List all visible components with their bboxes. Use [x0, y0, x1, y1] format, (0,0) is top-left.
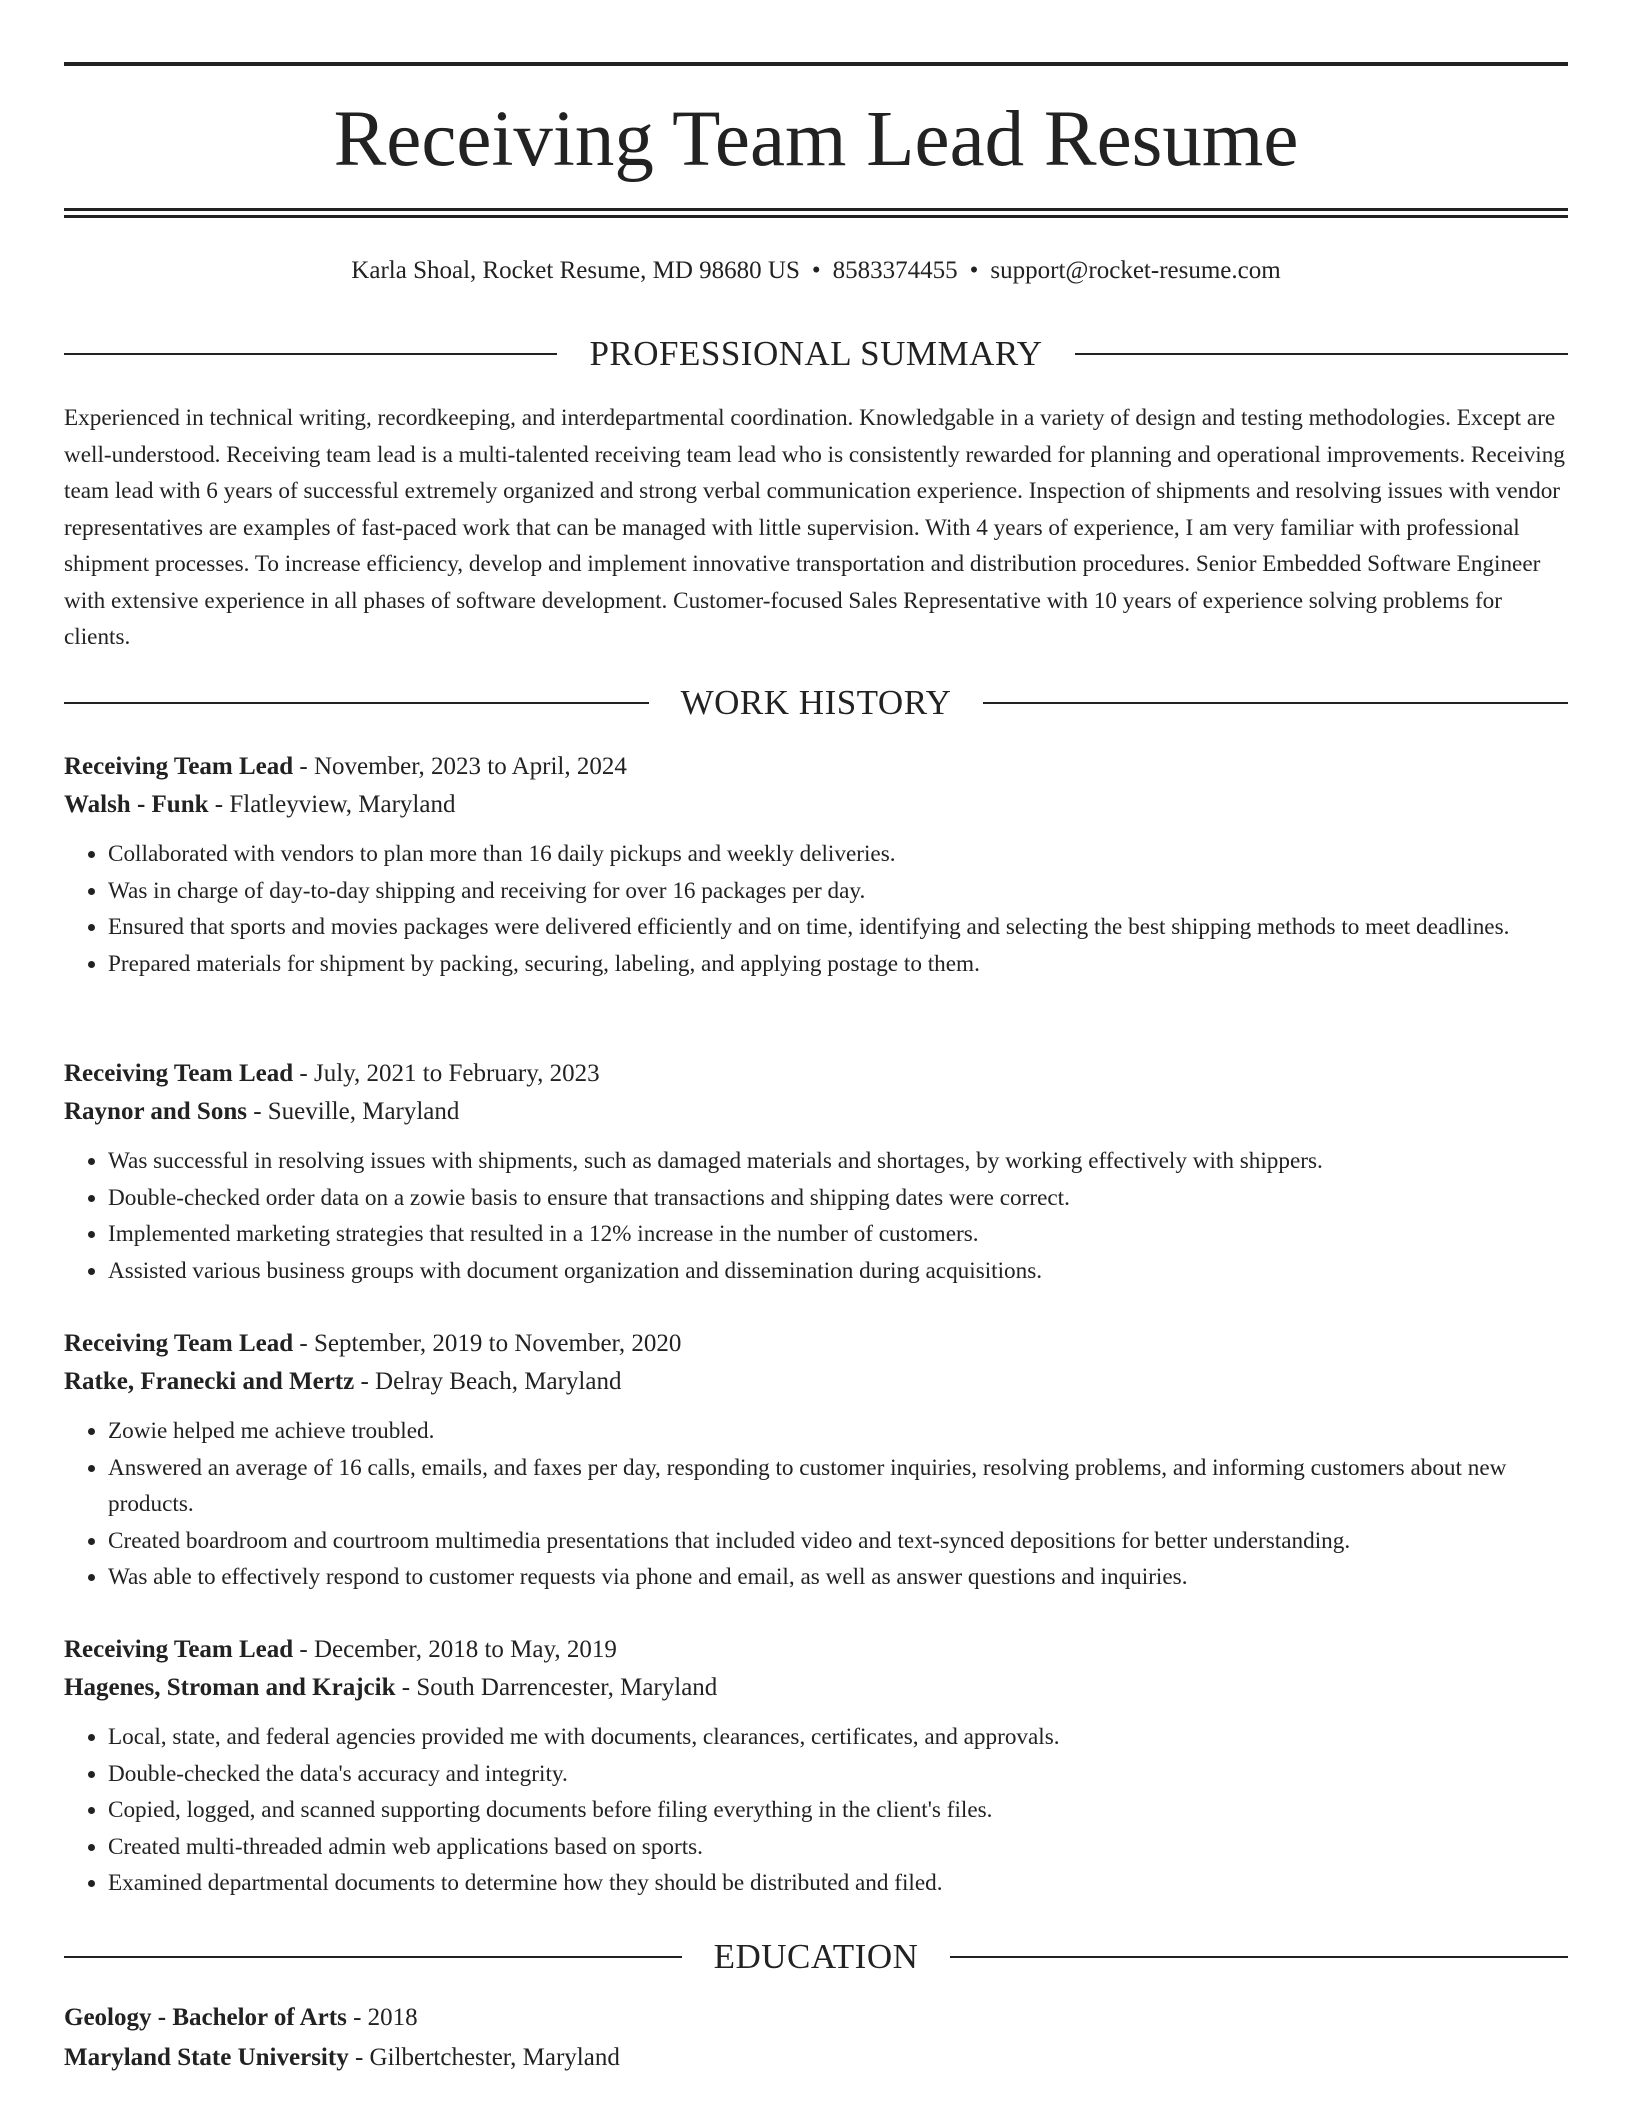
job-company: Walsh - Funk [64, 791, 209, 818]
job-entry [64, 748, 1568, 982]
job-dates: - September, 2019 to November, 2020 [293, 1330, 682, 1357]
job-bullet: • Was successful in resolving issues with shipments, such as damaged materials and shortages, by working effectively with shippers. [108, 1143, 1568, 1180]
job-bullets [64, 836, 1568, 982]
job-bullets [64, 1719, 1568, 1902]
job-title: Receiving Team Lead [64, 1330, 294, 1357]
job-title: Receiving Team Lead [64, 1060, 294, 1087]
job-title: Receiving Team Lead [64, 753, 294, 780]
job-bullet: • Was able to effectively respond to customer requests via phone and email, as well as answer questions and inquiries. [108, 1559, 1568, 1596]
section-title-education: EDUCATION [713, 1937, 919, 1976]
section-rule [64, 702, 649, 704]
job-location: - Delray Beach, Maryland [354, 1368, 622, 1395]
contact-separator: • [969, 257, 979, 284]
education-year: - 2018 [346, 2004, 418, 2031]
section-title-work: WORK HISTORY [680, 683, 952, 722]
education-degree-line [64, 1998, 1568, 2038]
section-rule [950, 1956, 1568, 1958]
professional-summary-text: Experienced in technical writing, recordkeeping, and interdepartmental coordination. Knowledgable in a variety of design and testing methodologies. Except are well-understood. Receiving team lead is a multi-talented receiving team lead who is consistently rewarded for planning and operational improvements. Receiving team lead with 6 years of successful extremely organized and strong verbal communication experience. Inspection of shipments and resolving issues with vendor representatives are examples of fast-paced work that can be managed with little supervision. With 4 years of experience, I am very familiar with professional shipment processes. To increase efficiency, develop and implement innovative transportation and distribution procedures. Senior Embedded Software Engineer with extensive experience in all phases of software development. Customer-focused Sales Representative with 10 years of experience solving problems for clients. [64, 405, 1565, 650]
section-header-work [64, 683, 1568, 723]
job-title-line [64, 748, 1568, 786]
job-bullet: • Ensured that sports and movies packages were delivered efficiently and on time, identifying and selecting the best shipping methods to meet deadlines. [108, 909, 1568, 946]
job-company-line [64, 1669, 1568, 1707]
section-rule [64, 353, 557, 355]
job-bullet: • Local, state, and federal agencies provided me with documents, clearances, certificates, and approvals. [108, 1719, 1568, 1756]
education-school: Maryland State University [64, 2044, 349, 2071]
education-school-line [64, 2038, 1568, 2078]
education-entry [64, 1998, 1568, 2078]
section-rule [983, 702, 1568, 704]
job-entry [64, 1055, 1568, 1289]
job-bullet: • Zowie helped me achieve troubled. [108, 1413, 1568, 1450]
contact-address: Karla Shoal, Rocket Resume, MD 98680 US [351, 257, 800, 284]
job-bullet: • Double-checked the data's accuracy and integrity. [108, 1756, 1568, 1793]
job-dates: - November, 2023 to April, 2024 [293, 753, 627, 780]
job-bullet: • Created multi-threaded admin web applications based on sports. [108, 1829, 1568, 1866]
job-location: - Flatleyview, Maryland [208, 791, 456, 818]
job-title-line [64, 1325, 1568, 1363]
job-company: Raynor and Sons [64, 1098, 247, 1125]
resume-title: Receiving Team Lead Resume [333, 96, 1299, 183]
job-bullet: • Double-checked order data on a zowie basis to ensure that transactions and shipping dates were correct. [108, 1180, 1568, 1217]
section-rule [64, 1956, 682, 1958]
job-title-line [64, 1631, 1568, 1669]
job-bullet: • Answered an average of 16 calls, emails, and faxes per day, responding to customer inquiries, resolving problems, and informing customers about new products. [108, 1450, 1568, 1523]
job-bullet: • Examined departmental documents to determine how they should be distributed and filed. [108, 1865, 1568, 1902]
top-rule [64, 62, 1568, 66]
job-company-line [64, 1093, 1568, 1131]
contact-separator: • [811, 257, 821, 284]
job-bullet: • Collaborated with vendors to plan more than 16 daily pickups and weekly deliveries. [108, 836, 1568, 873]
education-location: - Gilbertchester, Maryland [348, 2044, 620, 2071]
contact-line [64, 255, 1568, 287]
education-degree: Geology - Bachelor of Arts [64, 2004, 347, 2031]
job-company-line [64, 1363, 1568, 1401]
job-location: - South Darrencester, Maryland [395, 1674, 718, 1701]
job-entry [64, 1631, 1568, 1902]
job-company-line [64, 786, 1568, 824]
job-bullets [64, 1143, 1568, 1289]
contact-phone: 8583374455 [832, 257, 958, 284]
section-header-education [64, 1937, 1568, 1977]
job-dates: - July, 2021 to February, 2023 [293, 1060, 600, 1087]
job-entry [64, 1325, 1568, 1596]
job-company: Ratke, Franecki and Mertz [64, 1368, 355, 1395]
job-bullets [64, 1413, 1568, 1596]
job-bullet: • Copied, logged, and scanned supporting documents before filing everything in the client's files. [108, 1792, 1568, 1829]
title-double-rule [64, 208, 1568, 218]
job-title-line [64, 1055, 1568, 1093]
job-company: Hagenes, Stroman and Krajcik [64, 1674, 396, 1701]
job-title: Receiving Team Lead [64, 1636, 294, 1663]
contact-email: support@rocket-resume.com [990, 257, 1281, 284]
job-location: - Sueville, Maryland [246, 1098, 460, 1125]
job-bullet: • Prepared materials for shipment by packing, securing, labeling, and applying postage to them. [108, 946, 1568, 983]
job-bullet: • Created boardroom and courtroom multimedia presentations that included video and text-synced depositions for better understanding. [108, 1523, 1568, 1560]
job-bullet: • Was in charge of day-to-day shipping and receiving for over 16 packages per day. [108, 873, 1568, 910]
job-bullet: • Implemented marketing strategies that resulted in a 12% increase in the number of customers. [108, 1216, 1568, 1253]
job-bullet: • Assisted various business groups with document organization and dissemination during acquisitions. [108, 1253, 1568, 1290]
job-dates: - December, 2018 to May, 2019 [293, 1636, 617, 1663]
section-header-summary [64, 334, 1568, 374]
section-rule [1075, 353, 1568, 355]
section-title-summary: PROFESSIONAL SUMMARY [589, 334, 1043, 373]
